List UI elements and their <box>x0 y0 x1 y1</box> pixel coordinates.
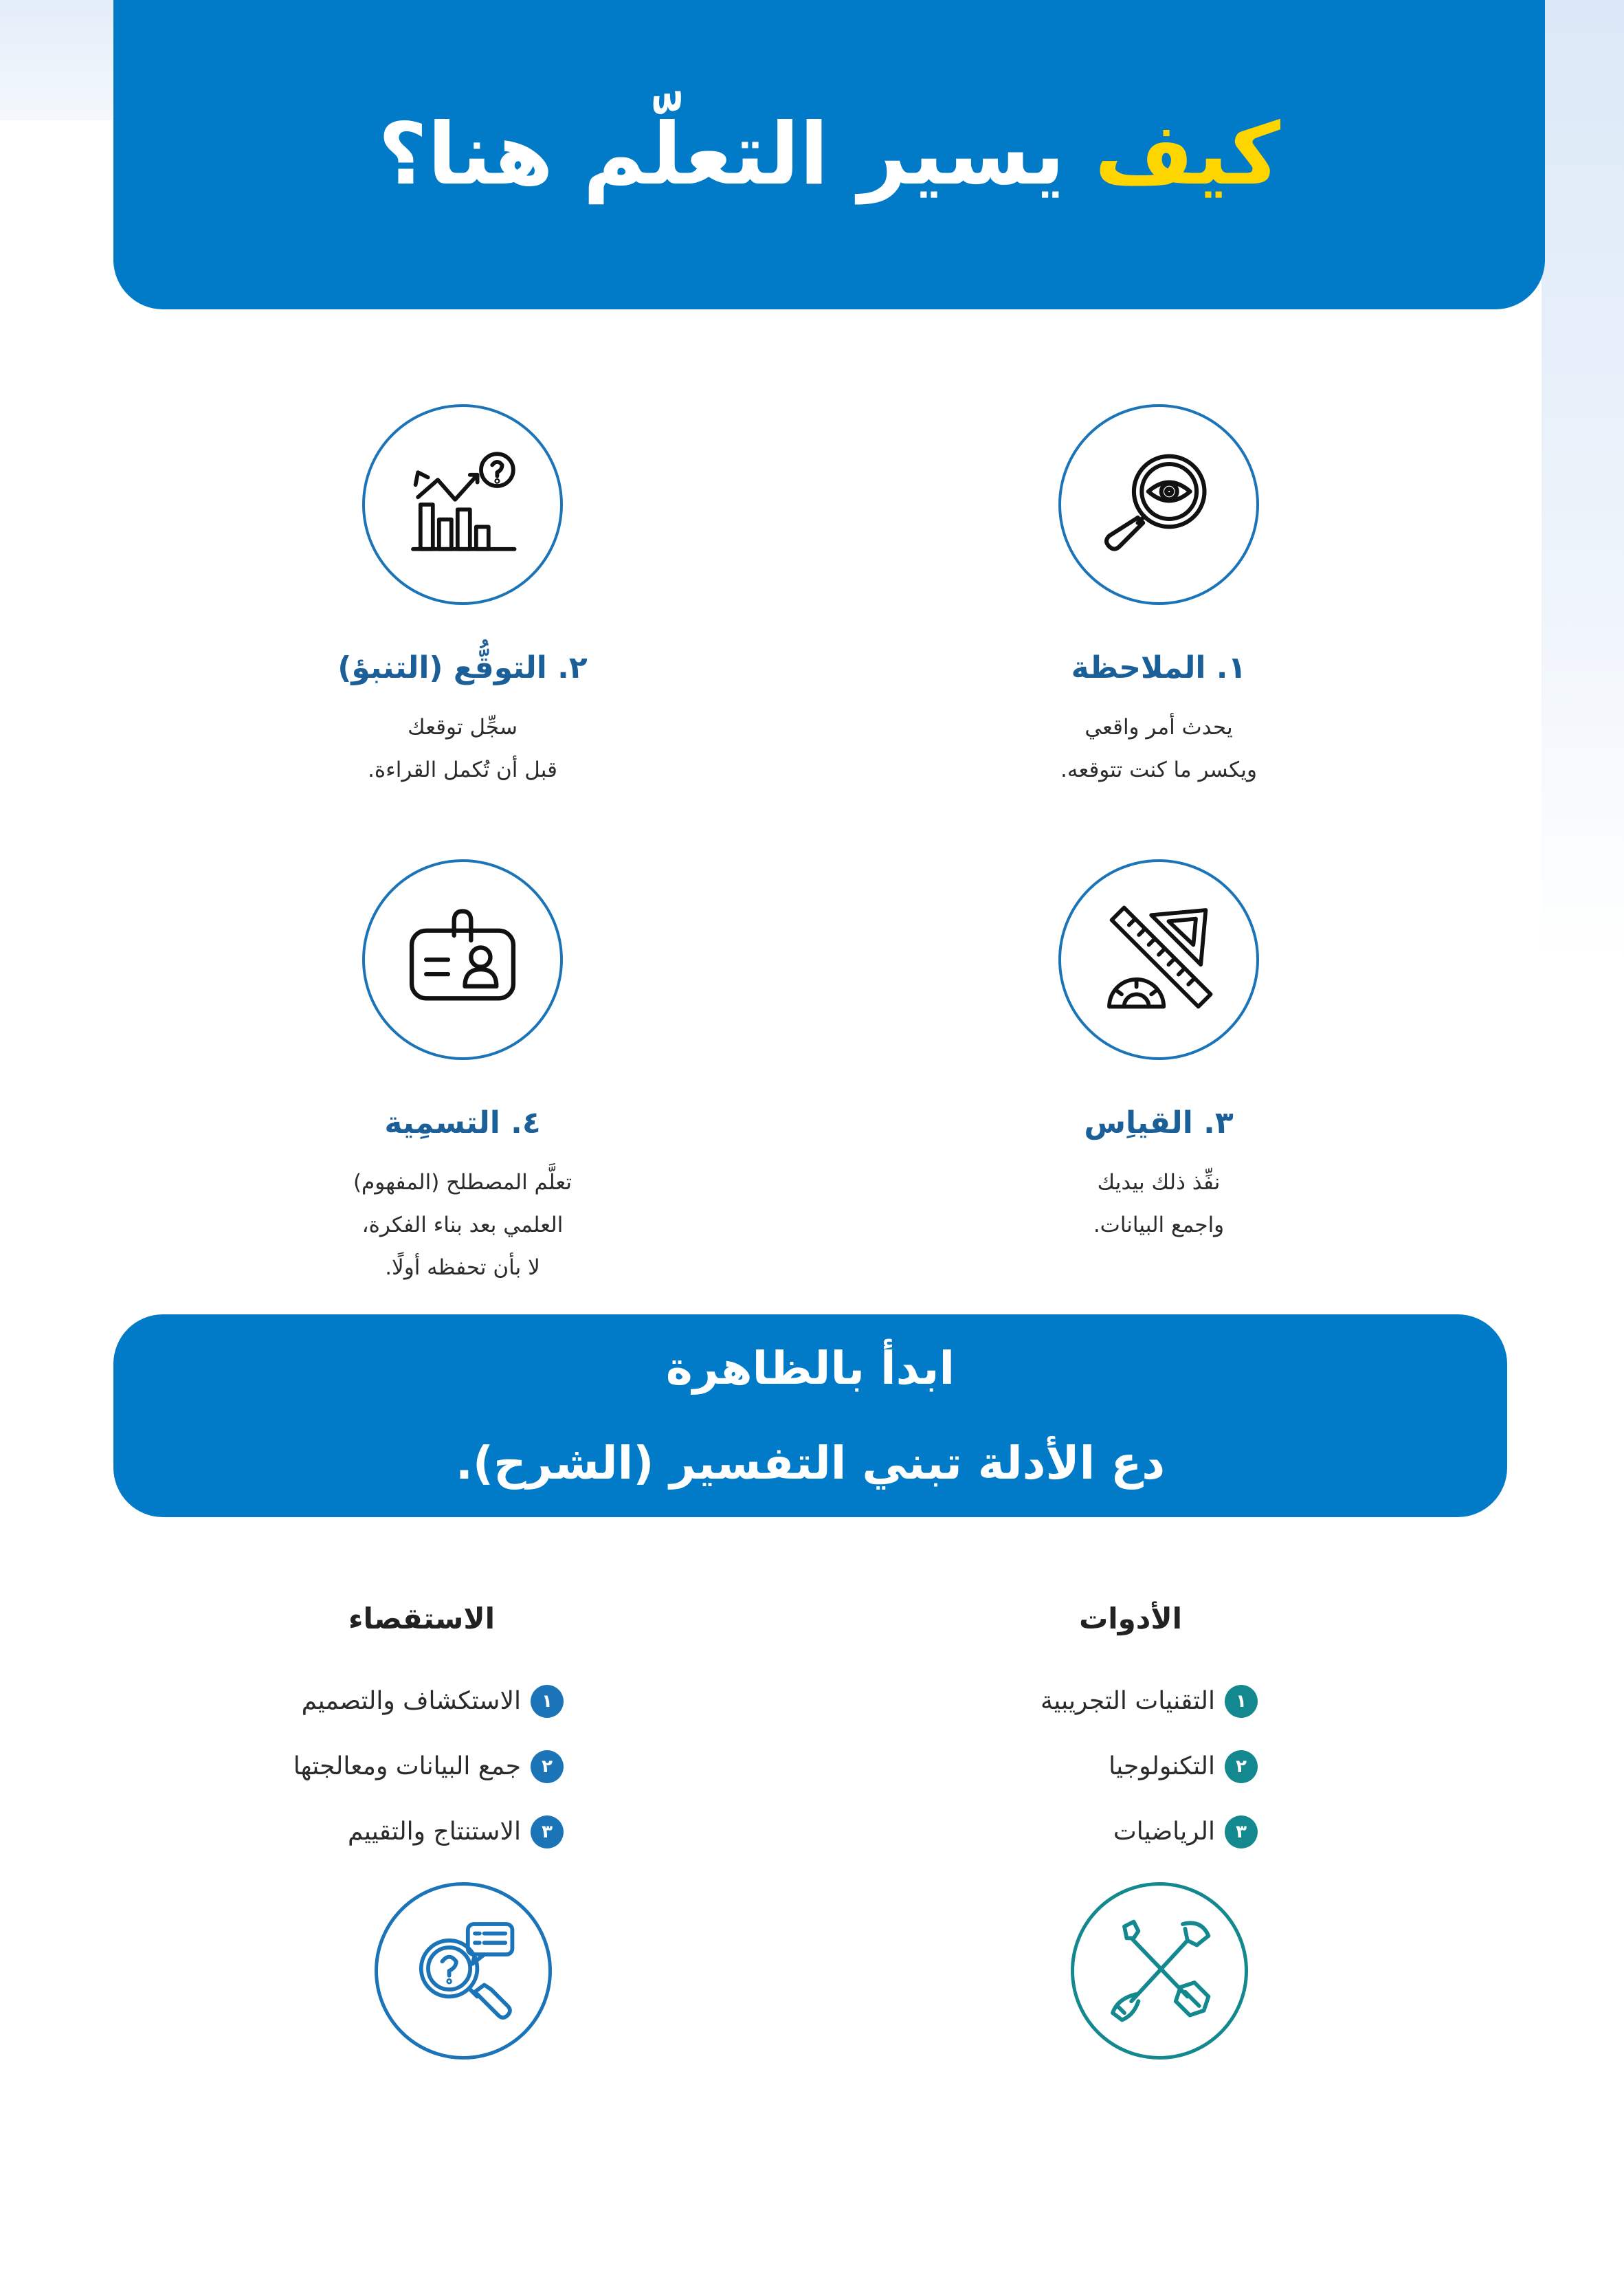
list-item <box>110 1734 564 1799</box>
list-item-label: الرياضيات <box>1113 1818 1215 1846</box>
step-line: يحدث أمر واقعي <box>1084 715 1233 740</box>
number-badge: ٢ <box>1225 1750 1258 1783</box>
list-item <box>804 1799 1258 1864</box>
page-title <box>378 105 1280 204</box>
step-line: العلمي بعد بناء الفكرة، <box>361 1213 564 1237</box>
phenomenon-line-2: دع الأدلة تبني التفسير (الشرح). <box>455 1436 1166 1490</box>
list-item-label: جمع البيانات ومعالجتها <box>293 1752 521 1780</box>
step-title: ٢. التوقُّع (التنبؤ) <box>337 650 588 685</box>
step-title: ٣. القياِس <box>1084 1105 1234 1140</box>
step-icon-circle <box>1058 404 1259 605</box>
step-line: واجمع البيانات. <box>1093 1213 1225 1237</box>
phenomenon-banner <box>113 1314 1507 1517</box>
step-line: لا بأن تحفظه أولًا. <box>385 1255 540 1280</box>
search-question-icon <box>405 1912 522 2029</box>
step-naming <box>201 859 724 1289</box>
list-item <box>804 1668 1258 1734</box>
number-badge: ٣ <box>531 1815 564 1848</box>
step-title: ٤. التسمِية <box>384 1105 541 1140</box>
number-badge: ١ <box>531 1685 564 1718</box>
inquiry-heading-text: الاستقصاء <box>348 1602 495 1635</box>
list-item-label: التكنولوجيا <box>1109 1752 1215 1780</box>
page-title-rest: يسير التعلّم هنا؟ <box>377 105 1095 204</box>
inquiry-icon-circle <box>375 1882 552 2060</box>
inquiry-heading <box>110 1602 632 1635</box>
background-gradient-left <box>0 0 117 120</box>
number-badge: ١ <box>1225 1685 1258 1718</box>
inquiry-list <box>110 1668 632 1864</box>
phenomenon-line-1: ابدأ بالظاهرة <box>665 1341 955 1395</box>
title-banner <box>113 0 1545 309</box>
chart-question-icon <box>401 443 524 566</box>
tools-list <box>804 1668 1326 1864</box>
list-item <box>110 1668 564 1734</box>
step-line: قبل أن تُكمل القراءة. <box>368 758 557 782</box>
step-observation <box>898 404 1420 791</box>
list-item <box>804 1734 1258 1799</box>
step-icon-circle <box>362 404 563 605</box>
list-item <box>110 1799 564 1864</box>
step-icon-circle <box>362 859 563 1060</box>
list-item-label: الاستكشاف والتصميم <box>301 1687 521 1715</box>
page-title-accent: كيف <box>1094 105 1281 204</box>
list-item-label: الاستنتاج والتقييم <box>347 1818 521 1846</box>
number-badge: ٣ <box>1225 1815 1258 1848</box>
tools-icon-circle <box>1071 1882 1248 2060</box>
step-line: ويكسر ما كنت تتوقعه. <box>1060 758 1257 782</box>
step-measurement <box>898 859 1420 1246</box>
magnifier-eye-icon <box>1093 439 1224 570</box>
inquiry-section <box>110 1602 632 1864</box>
tools-icon <box>1101 1912 1218 2029</box>
id-card-icon <box>402 899 523 1020</box>
step-line: سجِّل توقعك <box>408 715 518 740</box>
step-prediction <box>201 404 724 791</box>
step-line: نفِّذ ذلك بيديك <box>1097 1170 1221 1195</box>
background-gradient-right <box>1542 0 1624 962</box>
tools-heading: الأدوات <box>1079 1602 1182 1635</box>
step-icon-circle <box>1058 859 1259 1060</box>
number-badge: ٢ <box>531 1750 564 1783</box>
list-item-label: التقنيات التجريبية <box>1040 1687 1215 1715</box>
step-title: ١. الملاحظة <box>1071 650 1247 685</box>
tools-section <box>804 1602 1326 1864</box>
step-line: تعلَّم المصطلح (المفهوم) <box>353 1170 572 1195</box>
ruler-protractor-icon <box>1097 898 1221 1022</box>
